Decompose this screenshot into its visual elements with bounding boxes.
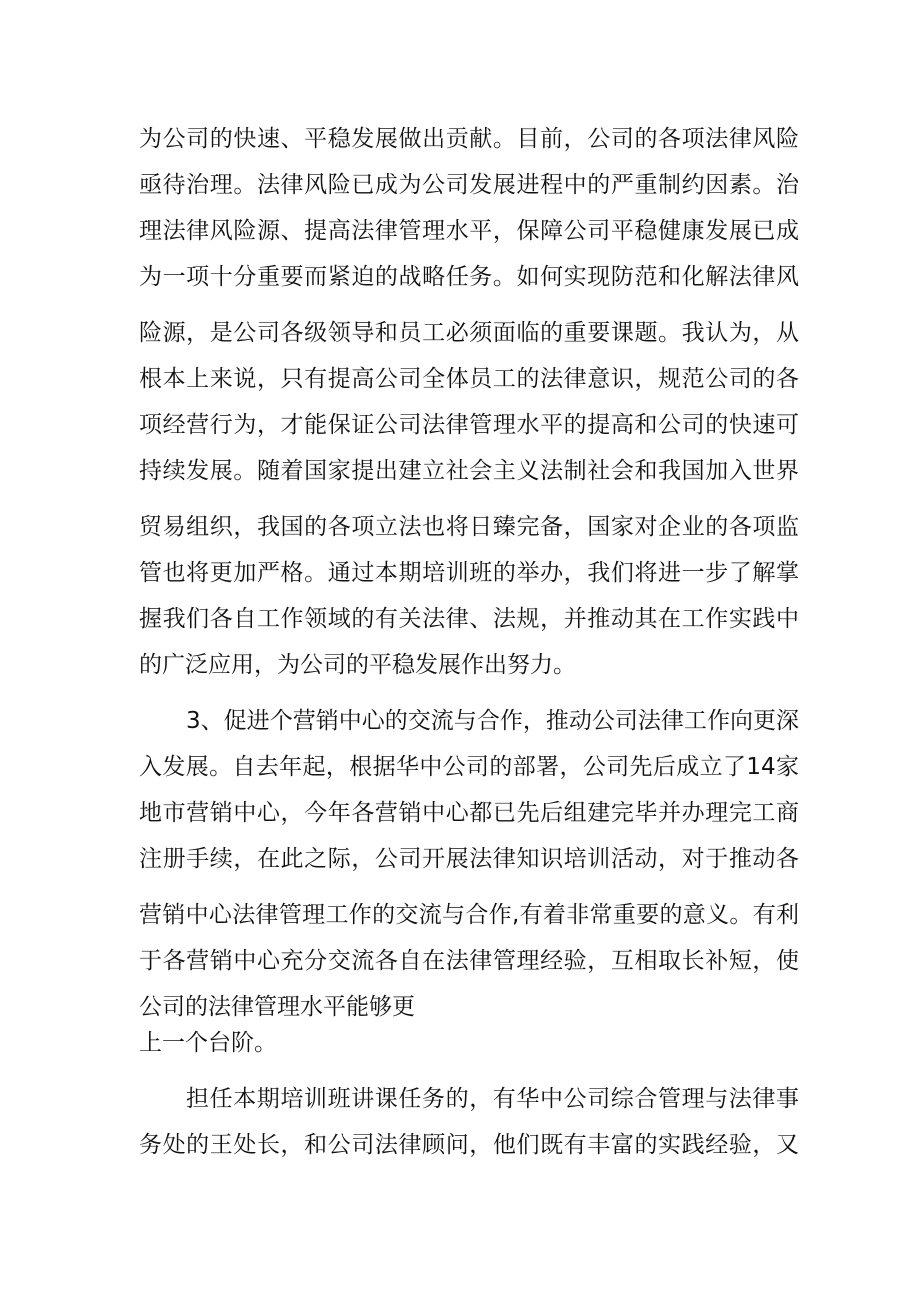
text-line-11: 握我们各自工作领域的有关法律、法规，并推动其在工作实践中	[139, 606, 799, 632]
paragraph-3-line-7: 公司的法律管理水平能够更	[139, 994, 415, 1020]
text-line-9: 贸易组织，我国的各项立法也将日臻完备，国家对企业的各项监	[139, 514, 799, 540]
text-line-8: 持续发展。随着国家提出建立社会主义法制社会和我国加入世界	[139, 458, 799, 484]
text-line-7: 项经营行为，才能保证公司法律管理水平的提高和公司的快速可	[139, 412, 799, 438]
paragraph-4-line-2: 务处的王处长，和公司法律顾问，他们既有丰富的实践经验，又	[139, 1132, 799, 1158]
text-line-2: 亟待治理。法律风险已成为公司发展进程中的严重制约因素。治	[139, 172, 799, 198]
text-line-6: 根本上来说，只有提高公司全体员工的法律意识，规范公司的各	[139, 366, 799, 392]
paragraph-3-line-4: 注册手续，在此之际，公司开展法律知识培训活动，对于推动各	[139, 846, 799, 872]
text-line-12: 的广泛应用，为公司的平稳发展作出努力。	[139, 652, 576, 678]
paragraph-3-line-8: 上一个台阶。	[139, 1030, 277, 1056]
paragraph-4-line-1: 担任本期培训班讲课任务的，有华中公司综合管理与法律事	[186, 1086, 799, 1112]
text-line-3: 理法律风险源、提高法律管理水平，保障公司平稳健康发展已成	[139, 218, 799, 244]
paragraph-3-line-2: 入发展。自去年起，根据华中公司的部署，公司先后成立了14家	[139, 754, 799, 780]
paragraph-3-line-6: 于各营销中心充分交流各自在法律管理经验，互相取长补短，使	[139, 948, 799, 974]
text-line-5: 险源，是公司各级领导和员工必须面临的重要课题。我认为，从	[139, 320, 799, 346]
paragraph-3-line-1: 3、促进个营销中心的交流与合作，推动公司法律工作向更深	[186, 708, 799, 734]
text-line-10: 管也将更加严格。通过本期培训班的举办，我们将进一步了解掌	[139, 560, 799, 586]
paragraph-3-line-3: 地市营销中心，今年各营销中心都已先后组建完毕并办理完工商	[139, 800, 799, 826]
text-line-4: 为一项十分重要而紧迫的战略任务。如何实现防范和化解法律风	[139, 264, 799, 290]
paragraph-3-line-5: 营销中心法律管理工作的交流与合作,有着非常重要的意义。有利	[139, 902, 799, 928]
text-line-1: 为公司的快速、平稳发展做出贡献。目前，公司的各项法律风险	[139, 126, 799, 152]
